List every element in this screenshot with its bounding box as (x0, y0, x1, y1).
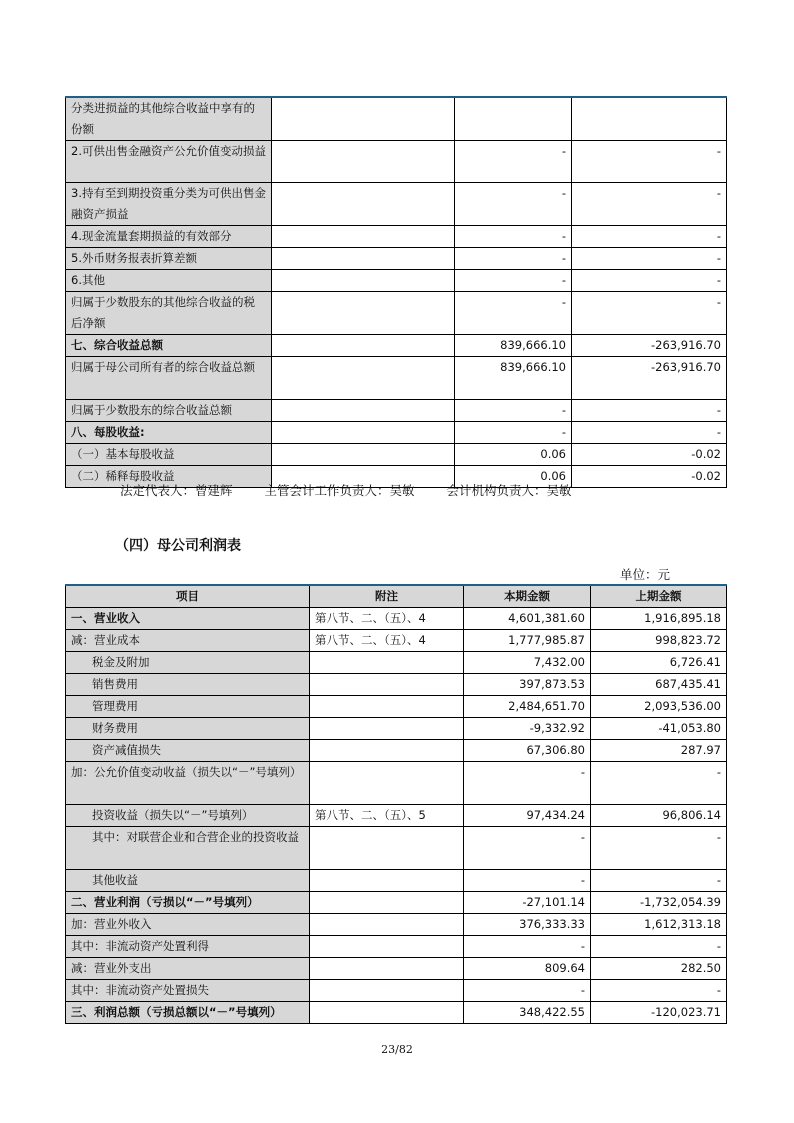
row-note (272, 292, 455, 335)
row-label: 减：营业外支出 (66, 958, 310, 980)
row-label: 归属于少数股东的其他综合收益的税后净额 (66, 292, 272, 335)
row-prior-amount: - (591, 827, 727, 870)
table-row (66, 444, 727, 466)
row-prior-amount: - (572, 400, 727, 422)
row-note (310, 892, 464, 914)
row-current-amount: 4,601,381.60 (464, 608, 591, 630)
table-row (66, 400, 727, 422)
row-note (310, 914, 464, 936)
table-row (66, 422, 727, 444)
row-label: 减：营业成本 (66, 630, 310, 652)
row-label: 分类进损益的其他综合收益中享有的份额 (66, 97, 272, 141)
table-row (66, 630, 727, 652)
row-prior-amount: -263,916.70 (572, 335, 727, 357)
table-row (66, 357, 727, 400)
row-label: 加：公允价值变动收益（损失以“－”号填列） (66, 762, 310, 805)
row-current-amount: 0.06 (455, 466, 572, 488)
accounting-head: 主管会计工作负责人：吴敏 (264, 483, 415, 498)
row-note (272, 183, 455, 226)
row-note (310, 870, 464, 892)
row-current-amount: 839,666.10 (455, 335, 572, 357)
row-label: 2.可供出售金融资产公允价值变动损益 (66, 141, 272, 183)
row-label: 八、每股收益: (66, 422, 272, 444)
table-row (66, 226, 727, 248)
row-prior-amount: 998,823.72 (591, 630, 727, 652)
row-label: 其他收益 (66, 870, 310, 892)
row-prior-amount: 1,612,313.18 (591, 914, 727, 936)
row-current-amount: 376,333.33 (464, 914, 591, 936)
row-label: 投资收益（损失以“－”号填列） (66, 805, 310, 827)
row-current-amount: - (455, 292, 572, 335)
table-row (66, 696, 727, 718)
row-note (272, 422, 455, 444)
table-row (66, 762, 727, 805)
row-prior-amount: -1,732,054.39 (591, 892, 727, 914)
row-note (310, 696, 464, 718)
comprehensive-income-table (65, 96, 727, 488)
row-current-amount: 97,434.24 (464, 805, 591, 827)
row-label: 6.其他 (66, 270, 272, 292)
row-label: 管理费用 (66, 696, 310, 718)
table-header-row (66, 585, 727, 608)
row-prior-amount: - (591, 980, 727, 1002)
table-row (66, 292, 727, 335)
row-prior-amount: 687,435.41 (591, 674, 727, 696)
row-current-amount (455, 97, 572, 141)
section-title: （四）母公司利润表 (115, 538, 241, 554)
row-prior-amount: - (572, 292, 727, 335)
table-row (66, 718, 727, 740)
table-row (66, 248, 727, 270)
parent-income-statement-table (65, 584, 727, 1024)
row-current-amount: 809.64 (464, 958, 591, 980)
row-prior-amount: - (591, 870, 727, 892)
table-row (66, 740, 727, 762)
row-label: （一）基本每股收益 (66, 444, 272, 466)
row-label: （二）稀释每股收益 (66, 466, 272, 488)
row-current-amount: - (455, 270, 572, 292)
row-current-amount: - (455, 400, 572, 422)
unit-label: 单位：元 (620, 567, 671, 582)
row-prior-amount: 1,916,895.18 (591, 608, 727, 630)
row-note (272, 226, 455, 248)
row-note (310, 652, 464, 674)
signature-line (120, 481, 600, 499)
row-note (310, 980, 464, 1002)
table-row (66, 914, 727, 936)
row-current-amount: - (464, 762, 591, 805)
row-note: 第八节、二、（五）、5 (310, 805, 464, 827)
row-label: 其中：非流动资产处置利得 (66, 936, 310, 958)
row-note (272, 357, 455, 400)
row-prior-amount: - (572, 422, 727, 444)
row-label: 3.持有至到期投资重分类为可供出售金融资产损益 (66, 183, 272, 226)
row-note (310, 674, 464, 696)
row-note (272, 335, 455, 357)
row-current-amount: 348,422.55 (464, 1002, 591, 1024)
row-label: 归属于少数股东的综合收益总额 (66, 400, 272, 422)
page-number: 23/82 (381, 1043, 413, 1056)
row-note (310, 740, 464, 762)
row-note (310, 718, 464, 740)
row-current-amount: - (455, 226, 572, 248)
row-label: 4.现金流量套期损益的有效部分 (66, 226, 272, 248)
header-note: 附注 (310, 585, 464, 608)
table-row (66, 870, 727, 892)
row-prior-amount: - (572, 226, 727, 248)
row-label: 其中：对联营企业和合营企业的投资收益 (66, 827, 310, 870)
row-label: 一、营业收入 (66, 608, 310, 630)
table-row (66, 608, 727, 630)
row-note (272, 400, 455, 422)
row-prior-amount: - (572, 270, 727, 292)
row-current-amount: - (455, 141, 572, 183)
table-row (66, 335, 727, 357)
row-note (272, 141, 455, 183)
row-label: 税金及附加 (66, 652, 310, 674)
table-row (66, 980, 727, 1002)
row-note: 第八节、二、（五）、4 (310, 608, 464, 630)
row-prior-amount: - (591, 936, 727, 958)
legal-representative: 法定代表人：曾建辉 (120, 483, 233, 498)
table-row (66, 183, 727, 226)
row-prior-amount: 96,806.14 (591, 805, 727, 827)
row-current-amount: - (455, 248, 572, 270)
row-note (310, 1002, 464, 1024)
row-label: 5.外币财务报表折算差额 (66, 248, 272, 270)
row-note (310, 762, 464, 805)
row-prior-amount: -41,053.80 (591, 718, 727, 740)
row-current-amount: 67,306.80 (464, 740, 591, 762)
row-current-amount: - (464, 936, 591, 958)
row-current-amount: - (464, 827, 591, 870)
row-label: 二、营业利润（亏损以“－”号填列） (66, 892, 310, 914)
row-note (272, 444, 455, 466)
row-current-amount: 839,666.10 (455, 357, 572, 400)
table-row (66, 936, 727, 958)
table-row (66, 892, 727, 914)
row-label: 资产减值损失 (66, 740, 310, 762)
row-label: 归属于母公司所有者的综合收益总额 (66, 357, 272, 400)
row-note (310, 958, 464, 980)
row-current-amount: - (455, 183, 572, 226)
row-prior-amount: - (572, 141, 727, 183)
row-prior-amount: 282.50 (591, 958, 727, 980)
row-note (272, 270, 455, 292)
row-current-amount: -9,332.92 (464, 718, 591, 740)
row-current-amount: -27,101.14 (464, 892, 591, 914)
table-row (66, 141, 727, 183)
accounting-organization-head: 会计机构负责人：吴敏 (446, 483, 572, 498)
row-current-amount: 7,432.00 (464, 652, 591, 674)
table-row (66, 270, 727, 292)
table-row (66, 827, 727, 870)
row-current-amount: - (464, 980, 591, 1002)
row-note: 第八节、二、（五）、4 (310, 630, 464, 652)
row-label: 加：营业外收入 (66, 914, 310, 936)
row-current-amount: - (455, 422, 572, 444)
row-label: 财务费用 (66, 718, 310, 740)
row-label: 销售费用 (66, 674, 310, 696)
row-label: 其中：非流动资产处置损失 (66, 980, 310, 1002)
header-current: 本期金额 (464, 585, 591, 608)
row-current-amount: 0.06 (455, 444, 572, 466)
row-current-amount: 1,777,985.87 (464, 630, 591, 652)
row-prior-amount: -0.02 (572, 466, 727, 488)
row-label: 七、综合收益总额 (66, 335, 272, 357)
table-row (66, 674, 727, 696)
row-prior-amount: - (572, 183, 727, 226)
row-prior-amount: - (591, 762, 727, 805)
table-row (66, 97, 727, 141)
row-note (310, 936, 464, 958)
row-current-amount: 397,873.53 (464, 674, 591, 696)
row-current-amount: - (464, 870, 591, 892)
table-row (66, 652, 727, 674)
row-prior-amount (572, 97, 727, 141)
header-item: 项目 (66, 585, 310, 608)
table-row (66, 805, 727, 827)
row-prior-amount: 2,093,536.00 (591, 696, 727, 718)
row-prior-amount: - (572, 248, 727, 270)
row-prior-amount: -0.02 (572, 444, 727, 466)
header-prior: 上期金额 (591, 585, 727, 608)
row-current-amount: 2,484,651.70 (464, 696, 591, 718)
row-note (272, 248, 455, 270)
row-note (310, 827, 464, 870)
row-prior-amount: 287.97 (591, 740, 727, 762)
row-prior-amount: -120,023.71 (591, 1002, 727, 1024)
row-note (272, 97, 455, 141)
table-row (66, 1002, 727, 1024)
row-label: 三、利润总额（亏损总额以“－”号填列） (66, 1002, 310, 1024)
row-prior-amount: -263,916.70 (572, 357, 727, 400)
table-row (66, 958, 727, 980)
row-prior-amount: 6,726.41 (591, 652, 727, 674)
